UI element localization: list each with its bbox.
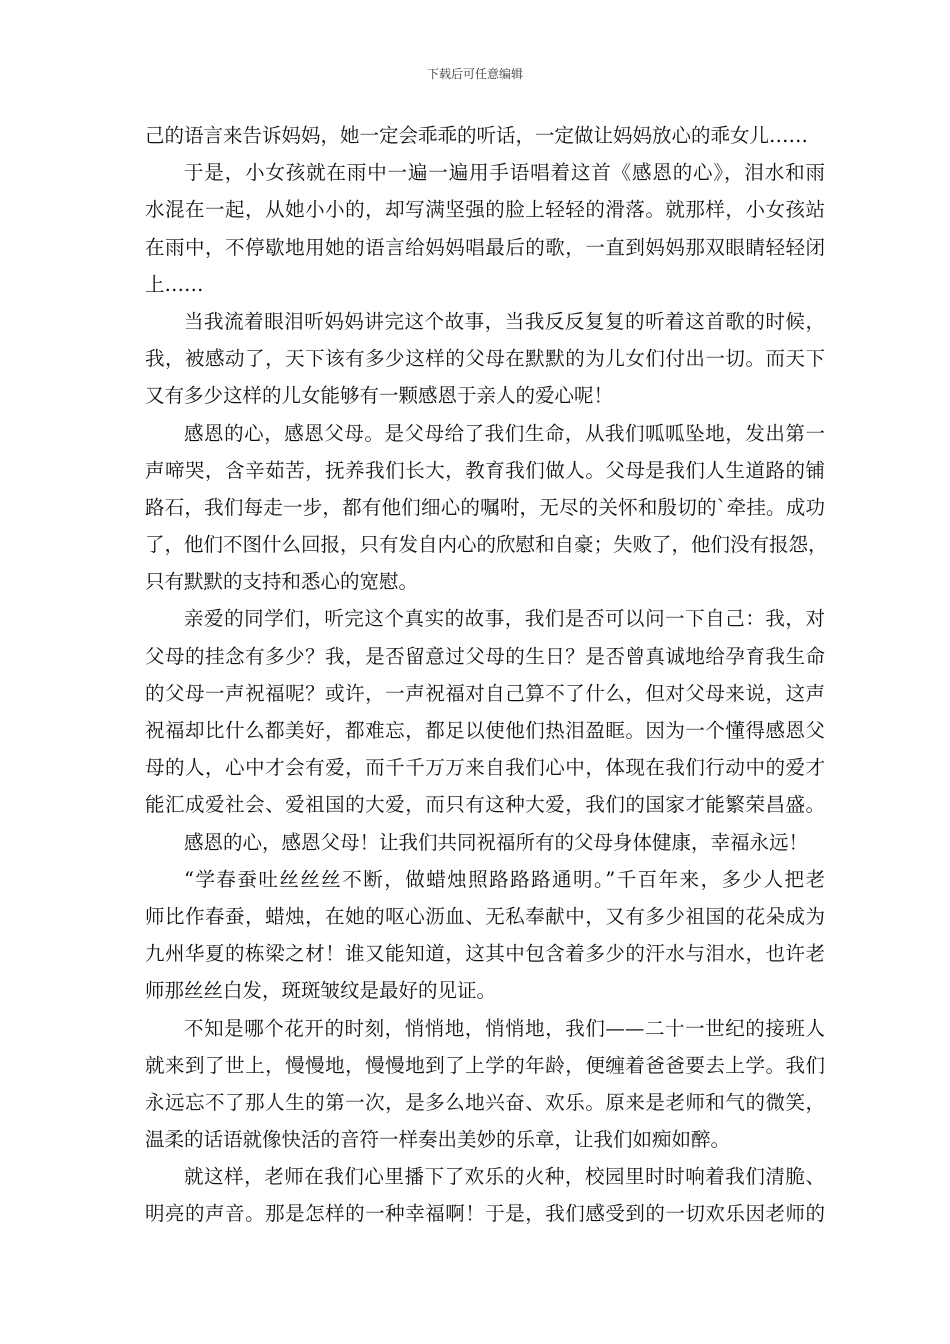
text-line: 明亮的声音。那是怎样的一种幸福啊！于是，我们感受到的一切欢乐因老师的	[145, 1202, 825, 1226]
text-line: 感恩的心，感恩父母。是父母给了我们生命，从我们呱呱坠地，发出第一	[184, 421, 825, 445]
document-body	[145, 117, 828, 1233]
text-line: 师那丝丝白发，斑斑皱纹是最好的见证。	[145, 979, 497, 1003]
text-line: 能汇成爱社会、爱祖国的大爱，而只有这种大爱，我们的国家才能繁荣昌盛。	[145, 793, 825, 817]
text-line: 当我流着眼泪听妈妈讲完这个故事，当我反反复复的听着这首歌的时候，	[184, 309, 825, 333]
text-line: 永远忘不了那人生的第一次，是多么地兴奋、欢乐。原来是老师和气的微笑，	[145, 1090, 825, 1114]
text-line: 母的人，心中才会有爱，而千千万万来自我们心中，体现在我们行动中的爱才	[145, 756, 825, 780]
text-line: 祝福却比什么都美好，都难忘，都足以使他们热泪盈眶。因为一个懂得感恩父	[145, 719, 825, 742]
text-line: “学春蚕吐丝丝丝不断，做蜡烛照路路路通明。”千百年来，多少人把老	[184, 867, 825, 891]
text-line: 感恩的心，感恩父母！让我们共同祝福所有的父母身体健康，幸福永远！	[184, 830, 809, 854]
text-line: 水混在一起，从她小小的，却写满坚强的脸上轻轻的滑落。就那样，小女孩站	[145, 198, 825, 222]
text-line: 就来到了世上，慢慢地，慢慢地到了上学的年龄，便缠着爸爸要去上学。我们	[145, 1053, 825, 1077]
text-line: 就这样，老师在我们心里播下了欢乐的火种，校园里时时响着我们清脆、	[184, 1165, 825, 1189]
text-line: 师比作春蚕，蜡烛，在她的呕心沥血、无私奉献中，又有多少祖国的花朵成为	[145, 904, 825, 928]
text-line: 于是，小女孩就在雨中一遍一遍用手语唱着这首《感恩的心》，泪水和雨	[184, 161, 825, 185]
text-line: 不知是哪个花开的时刻，悄悄地，悄悄地，我们——二十一世纪的接班人	[184, 1016, 825, 1040]
text-line: 温柔的话语就像快活的音符一样奏出美妙的乐章，让我们如痴如醉。	[145, 1128, 731, 1152]
text-line: 又有多少这样的儿女能够有一颗感恩于亲人的爱心呢！	[145, 384, 614, 408]
text-line: 路石，我们每走一步，都有他们细心的嘱咐，无尽的关怀和殷切的`牵挂。成功	[145, 495, 825, 519]
page-header: 下载后可任意编辑	[426, 67, 523, 81]
text-line: 我，被感动了，天下该有多少这样的父母在默默的为儿女们付出一切。而天下	[145, 347, 825, 371]
text-line: 只有默默的支持和悉心的宽慰。	[145, 570, 419, 594]
text-line: 父母的挂念有多少？我，是否留意过父母的生日？是否曾真诚地给孕育我生命	[145, 644, 825, 668]
text-line: 了，他们不图什么回报，只有发自内心的欣慰和自豪；失败了，他们没有报怨，	[145, 533, 828, 557]
text-line: 的父母一声祝福呢？或许，一声祝福对自己算不了什么，但对父母来说，这声	[145, 681, 825, 705]
text-line: 己的语言来告诉妈妈，她一定会乖乖的听话，一定做让妈妈放心的乖女儿……	[145, 124, 809, 147]
text-line: 声啼哭，含辛茹苦，抚养我们长大，教育我们做人。父母是我们人生道路的铺	[145, 458, 825, 482]
text-line: 亲爱的同学们，听完这个真实的故事，我们是否可以问一下自己：我，对	[184, 607, 825, 631]
text-line: 九州华夏的栋梁之材！谁又能知道，这其中包含着多少的汗水与泪水，也许老	[145, 942, 825, 966]
text-line: 在雨中，不停歇地用她的语言给妈妈唱最后的歌，一直到妈妈那双眼睛轻轻闭	[145, 235, 825, 259]
text-line: 上……	[145, 272, 204, 296]
